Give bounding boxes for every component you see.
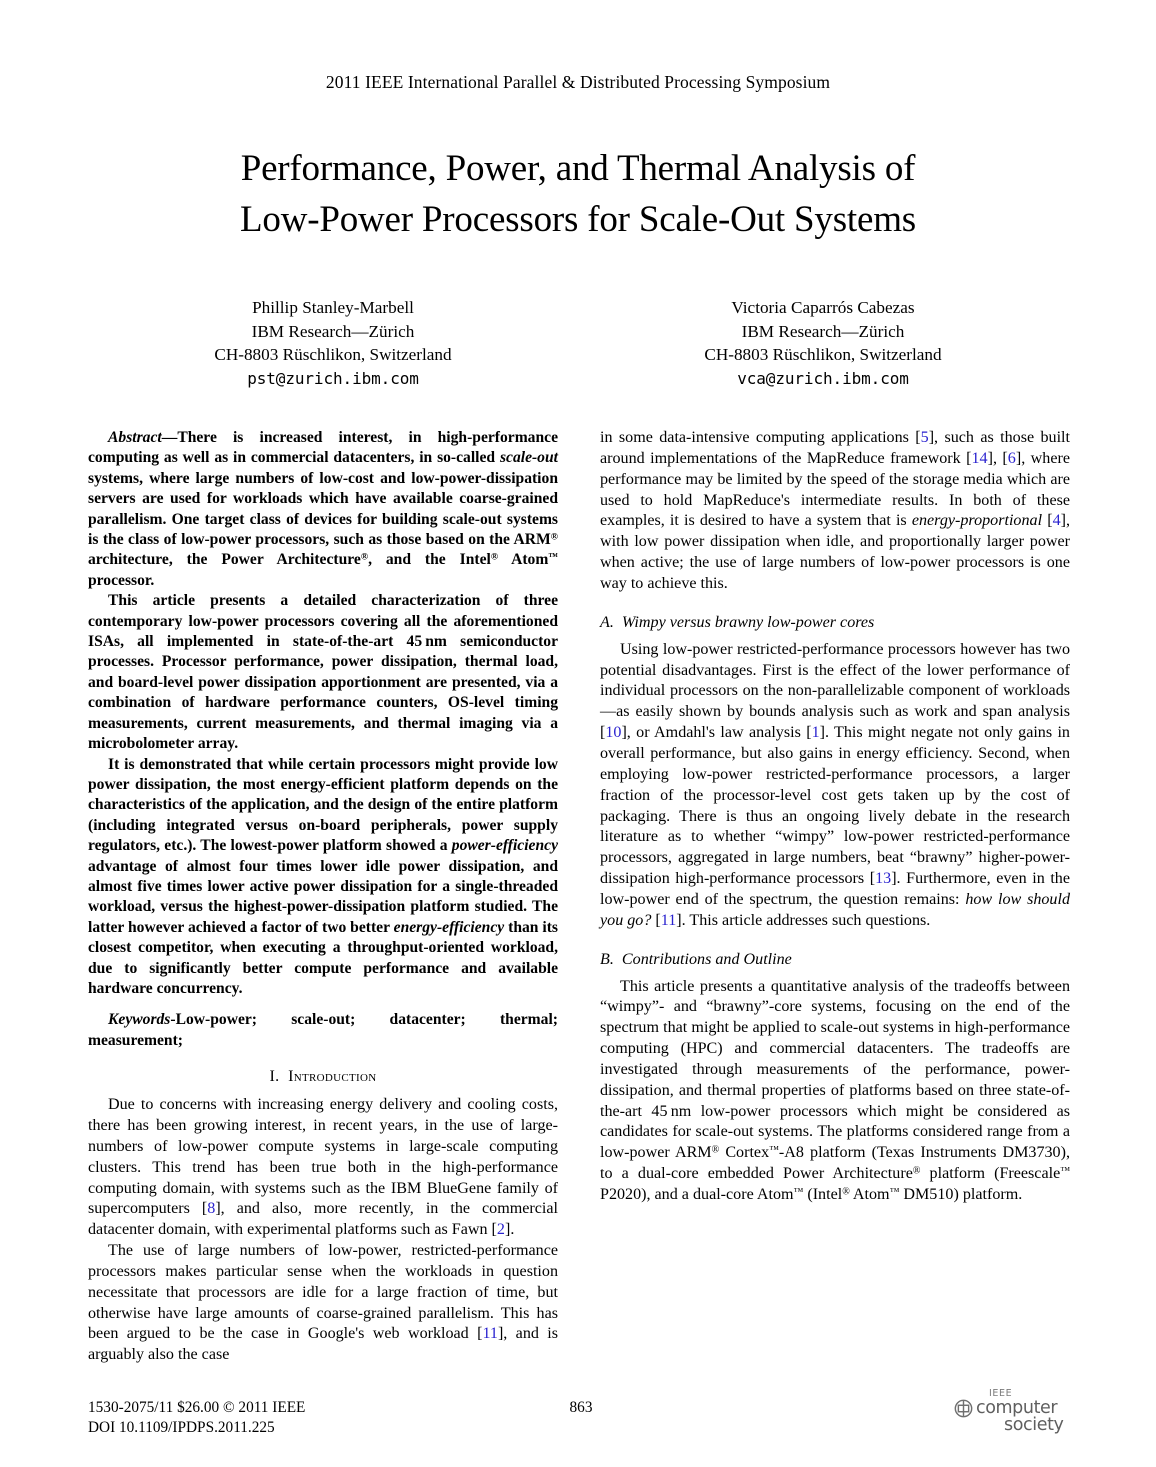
cont-a: in some data-intensive computing applications [ — [600, 429, 921, 446]
logo-society-text: society — [1004, 1415, 1064, 1435]
citation-link[interactable]: 5 — [920, 429, 929, 446]
author-2-affiliation: IBM Research—Zürich — [741, 321, 905, 341]
sb-p1-g: Atom — [849, 1186, 890, 1203]
author-1-email[interactable]: pst@zurich.ibm.com — [247, 368, 419, 388]
intro-paragraph-2 — [88, 1241, 558, 1366]
sb-p1-b: Cortex — [719, 1144, 770, 1162]
keywords-paragraph — [88, 1010, 558, 1051]
sb-p1-e: P2020), and a dual-core Atom — [600, 1186, 794, 1203]
intro-p2-b: ], and is arguably also the case — [88, 1325, 559, 1364]
sb-p1-f: (Intel — [803, 1186, 843, 1203]
abstract-p3-italic-1: power-efficiency — [451, 837, 558, 855]
author-1 — [88, 296, 578, 390]
intro-p1-c: ]. — [504, 1221, 515, 1239]
citation-link[interactable]: 11 — [482, 1325, 498, 1343]
abstract-p1-d: , and the Intel — [368, 551, 491, 569]
spacer — [88, 999, 558, 1010]
trademark-mark-icon: ™ — [889, 1186, 900, 1198]
subsection-heading-b — [600, 951, 1070, 969]
page-number: 863 — [569, 1399, 593, 1416]
abstract-p1-italic: scale-out — [499, 449, 558, 467]
registered-mark-icon: ® — [912, 1165, 921, 1177]
citation-link[interactable]: 8 — [207, 1200, 216, 1218]
author-2 — [578, 296, 1068, 390]
abstract-p1-f: processor. — [88, 571, 155, 589]
intro-p2-a: The use of large numbers of low-power, restricted-performance processors makes particular sense when the workloads in question necessitate that processors are idle for a large fraction of time, but otherwise have large amounts of coarse-grained parallelism. This has been argued to be the case in Google's web workload [ — [88, 1242, 558, 1343]
trademark-mark-icon: ™ — [1060, 1165, 1070, 1177]
subsection-a-title: Wimpy versus brawny low-power cores — [621, 613, 875, 631]
paper-title — [88, 143, 1068, 245]
keywords-label: Keywords — [108, 1011, 171, 1029]
citation-link[interactable]: 14 — [971, 449, 988, 467]
registered-mark-icon: ® — [360, 552, 369, 564]
citation-link[interactable]: 13 — [875, 870, 892, 888]
subsection-b-paragraph — [600, 977, 1070, 1206]
cont-f: ], with low power dissipation when idle, and proportionally larger power when active; the use of large numbers of low-power processors is one way to achieve this. — [600, 512, 1070, 592]
sa-p1-b: ], or Amdahl's law analysis [ — [621, 724, 812, 742]
author-2-address: CH-8803 Rüschlikon, Switzerland — [704, 345, 942, 364]
sa-p1-e: [ — [651, 911, 661, 929]
left-column — [88, 428, 559, 1364]
registered-mark-icon: ® — [490, 552, 499, 564]
doi-line: DOI 10.1109/IPDPS.2011.225 — [88, 1419, 275, 1436]
ieee-computer-society-logo — [948, 1388, 1068, 1440]
registered-mark-icon: ® — [550, 531, 558, 543]
sb-p1-c: -A8 platform (Texas Instruments DM3730), to a dual-core embedded Power Architecture — [600, 1144, 1070, 1183]
cont-c: ], [ — [987, 449, 1008, 467]
section-heading-introduction — [88, 1068, 558, 1086]
author-1-address: CH-8803 Rüschlikon, Switzerland — [214, 345, 452, 364]
abstract-paragraph-3 — [88, 755, 558, 1000]
title-line-2: Low-Power Processors for Scale-Out Systems — [240, 199, 916, 240]
subsection-heading-a — [600, 614, 1070, 632]
subsection-b-label: B. — [600, 950, 614, 968]
citation-link[interactable]: 10 — [605, 724, 622, 742]
body-columns — [88, 428, 1070, 1364]
ieee-phi-mark-icon — [954, 1399, 973, 1418]
trademark-mark-icon: ™ — [769, 1144, 779, 1156]
author-1-name: Phillip Stanley-Marbell — [252, 298, 414, 317]
abstract-p1-e: Atom — [498, 551, 549, 569]
logo-ieee-text: IEEE — [989, 1388, 1013, 1399]
sa-p1-d: ]. Furthermore, even in the low-power end of the spectrum, the question remains: — [600, 870, 1070, 908]
cont-d: ], where performance may be limited by the speed of the storage media which are used to hold MapReduce's intermediate results. In both of these examples, it is desired to have a system that is — [600, 449, 1070, 530]
sa-p1-italic: how low should you go? — [600, 890, 1070, 929]
abstract-label: Abstract — [108, 429, 162, 446]
trademark-mark-icon: ™ — [793, 1186, 804, 1198]
abstract-p1-a: —There is increased interest, in high-performance computing as well as in commercial datacenters, in so-called — [88, 429, 558, 467]
abstract-paragraph-2: This article presents a detailed characterization of three contemporary low-power processors covering all the aforementioned ISAs, all implemented in state-of-the-art 45 nm semiconductor processes. Processor performance, power dissipation, thermal load, and board-level power dissipation apportionment are presented, via a combination of hardware performance counters, OS-level timing measurements, current measurements, and thermal imaging via a microbolometer array. — [88, 592, 558, 753]
sa-p1-f: ]. This article addresses such questions. — [676, 911, 931, 929]
citation-link[interactable]: 1 — [811, 724, 820, 742]
citation-link[interactable]: 6 — [1007, 449, 1016, 467]
intro-p1-a: Due to concerns with increasing energy delivery and cooling costs, there has been growing interest, in recent years, in the use of large-numbers of low-power compute systems in large-scale computing clusters. This trend has been true both in the high-performance computing domain, with systems such as the IBM BlueGene family of supercomputers [ — [88, 1096, 558, 1218]
trademark-mark-icon: ™ — [548, 552, 558, 564]
keywords-text: -Low-power; scale-out; datacenter; thermal; measurement; — [88, 1011, 558, 1049]
title-line-1: Performance, Power, and Thermal Analysis of — [240, 148, 916, 189]
abstract-p3-c: than its closest competitor, when executing a throughput-oriented workload, due to significantly better compute performance and available hardware concurrency. — [88, 918, 558, 997]
right-column — [600, 428, 1070, 1358]
citation-link[interactable]: 2 — [496, 1221, 505, 1239]
abstract-p3-b: advantage of almost four times lower idle power dissipation, and almost five times lower active power dissipation for a single-threaded workload, versus the highest-power-dissipation platform studied. The latter however achieved a factor of two better — [88, 857, 558, 936]
subsection-a-paragraph — [600, 640, 1070, 932]
intro-p1-b: ], and also, more recently, in the commercial datacenter domain, with experimental platforms such as Fawn [ — [88, 1200, 558, 1239]
citation-link[interactable]: 4 — [1052, 512, 1061, 530]
sa-p1-c: ]. This might negate not only gains in overall performance, but also gains in energy efficiency. Second, when employing low-power restricted-performance processors, a larger fraction of the processor-level cost gets taken up by the cost of packaging. There is thus an ongoing lively debate in the research literature as to whether “wimpy” low-power restricted-performance processors, aggregated in large numbers, beat “brawny” higher-power-dissipation high-performance processors [ — [600, 724, 1070, 888]
author-2-name: Victoria Caparrós Cabezas — [731, 298, 915, 317]
intro-continuation-paragraph — [600, 428, 1070, 595]
cont-e: [ — [1042, 512, 1053, 530]
author-block — [88, 296, 1068, 390]
logo-computer-text: computer — [976, 1398, 1058, 1418]
registered-mark-icon: ® — [711, 1144, 720, 1156]
section-numeral: I. — [269, 1068, 280, 1086]
sa-p1-a: Using low-power restricted-performance processors however has two potential disadvantages. First is the effect of the lower performance of individual processors on the non-parallelizable component of workloads—as easily shown by bounds analysis such as work and span analysis [ — [600, 640, 1070, 742]
cont-italic: energy-proportional — [911, 512, 1043, 530]
abstract-p3-italic-2: energy-efficiency — [393, 918, 505, 936]
running-head: 2011 IEEE International Parallel & Distributed Processing Symposium — [325, 72, 831, 92]
abstract-p1-b: systems, where large numbers of low-cost and low-power-dissipation servers are used for workloads which have available coarse-grained parallelism. One target class of devices for building scale-out systems is the class of low-power processors, such as those based on the ARM — [88, 469, 558, 549]
author-2-email[interactable]: vca@zurich.ibm.com — [737, 368, 909, 388]
subsection-a-label: A. — [600, 613, 614, 631]
abstract-paragraph-1 — [88, 428, 558, 591]
cont-b: ], such as those built around implementations of the MapReduce framework [ — [600, 429, 1070, 467]
subsection-b-title: Contributions and Outline — [621, 950, 792, 968]
abstract-p3-a: It is demonstrated that while certain processors might provide low power dissipation, the most energy-efficient platform depends on the characteristics of the application, and the design of the entire platform (including integrated versus on-board peripherals, power supply regulators, etc.). The lowest-power platform showed a — [88, 755, 558, 855]
section-title: Introduction — [288, 1068, 377, 1086]
abstract-p1-c: architecture, the Power Architecture — [88, 551, 361, 569]
sb-p1-d: platform (Freescale — [920, 1165, 1061, 1183]
intro-paragraph-1 — [88, 1095, 558, 1241]
registered-mark-icon: ® — [842, 1186, 850, 1198]
author-1-affiliation: IBM Research—Zürich — [251, 321, 415, 341]
sb-p1-h: DM510) platform. — [899, 1186, 1023, 1203]
sb-p1-a: This article presents a quantitative analysis of the tradeoffs between “wimpy”- and “brawny”-core systems, focusing on the end of the spectrum that might be applied to scale-out systems in high-performance computing (HPC) and commercial datacenters. The tradeoffs are investigated through measurements of the performance, power-dissipation, and thermal properties of platforms based on three state-of-the-art 45 nm low-power processors which might be considered as candidates for scale-out systems. The platforms considered range from a low-power ARM — [600, 977, 1070, 1162]
citation-link[interactable]: 11 — [660, 911, 677, 929]
issn-line: 1530-2075/11 $26.00 © 2011 IEEE — [88, 1399, 306, 1416]
